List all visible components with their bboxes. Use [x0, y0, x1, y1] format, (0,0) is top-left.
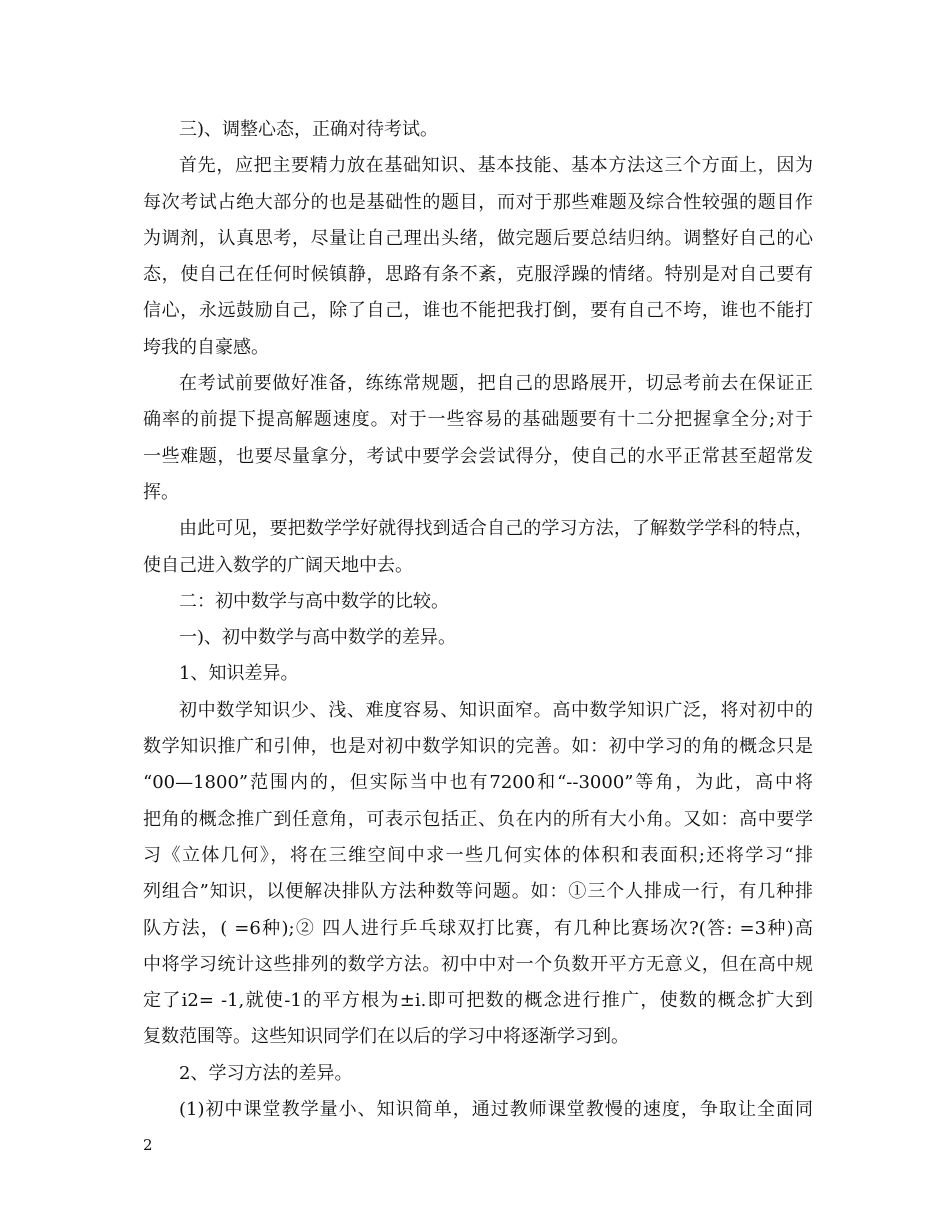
text-line: “00—1800”范围内的，但实际当中也有7200和“--3000”等角，为此，高中将 — [143, 772, 813, 794]
text-line: 每次考试占绝大部分的也是基础性的题目，而对于那些难题及综合性较强的题目作 — [143, 191, 813, 213]
text-line: 队方法，( =6种);② 四人进行乒乓球双打比赛，有几种比赛场次?(答: =3种)高 — [143, 917, 813, 939]
text-line: 定了i2= -1,就使-1的平方根为±i.即可把数的概念进行推广，使数的概念扩大到 — [143, 990, 813, 1012]
text-line: 由此可见，要把数学学好就得找到适合自己的学习方法，了解数学学科的特点， — [179, 518, 813, 540]
text-line: 复数范围等。这些知识同学们在以后的学习中将逐渐学习到。 — [143, 1026, 629, 1048]
page-number: 2 — [143, 1136, 153, 1154]
text-line: 中将学习统计这些排列的数学方法。初中中对一个负数开平方无意义，但在高中规 — [143, 953, 813, 975]
text-line: 为调剂，认真思考，尽量让自己理出头绪，做完题后要总结归纳。调整好自己的心 — [143, 227, 813, 249]
section-heading: 二：初中数学与高中数学的比较。 — [179, 590, 449, 612]
section-heading: 一)、初中数学与高中数学的差异。 — [179, 627, 457, 649]
text-line: 三)、调整心态，正确对待考试。 — [179, 119, 439, 140]
text-line: 挥。 — [143, 481, 179, 503]
text-line: 态，使自己在任何时候镇静，思路有条不紊，克服浮躁的情绪。特别是对自己要有 — [143, 264, 813, 286]
text-line: 列组合”知识，以便解决排队方法种数等问题。如：①三个人排成一行，有几种排 — [143, 881, 813, 903]
section-heading: 2、学习方法的差异。 — [179, 1062, 353, 1084]
text-line: 一些难题，也要尽量拿分，考试中要学会尝试得分，使自己的水平正常甚至超常发 — [143, 445, 813, 467]
text-line: 把角的概念推广到任意角，可表示包括正、负在内的所有大小角。又如：高中要学 — [143, 808, 813, 830]
body-text — [143, 112, 813, 1128]
text-line: 垮我的自豪感。 — [143, 336, 269, 358]
text-line: 使自己进入数学的广阔天地中去。 — [143, 554, 413, 576]
text-line: 数学知识推广和引伸，也是对初中数学知识的完善。如：初中学习的角的概念只是 — [143, 736, 813, 758]
text-line: 初中数学知识少、浅、难度容易、知识面窄。高中数学知识广泛，将对初中的 — [179, 699, 813, 721]
text-line: 首先，应把主要精力放在基础知识、基本技能、基本方法这三个方面上，因为 — [179, 155, 813, 177]
text-line: (1)初中课堂教学量小、知识简单，通过教师课堂教慢的速度，争取让全面同 — [179, 1099, 813, 1121]
text-line: 确率的前提下提高解题速度。对于一些容易的基础题要有十二分把握拿全分;对于 — [143, 409, 813, 431]
text-line: 信心，永远鼓励自己，除了自己，谁也不能把我打倒，要有自己不垮，谁也不能打 — [143, 300, 813, 322]
section-heading: 1、知识差异。 — [179, 663, 299, 685]
text-line: 在考试前要做好准备，练练常规题，把自己的思路展开，切忌考前去在保证正 — [179, 373, 813, 395]
text-line: 习《立体几何》，将在三维空间中求一些几何实体的体积和表面积;还将学习“排 — [143, 844, 813, 866]
